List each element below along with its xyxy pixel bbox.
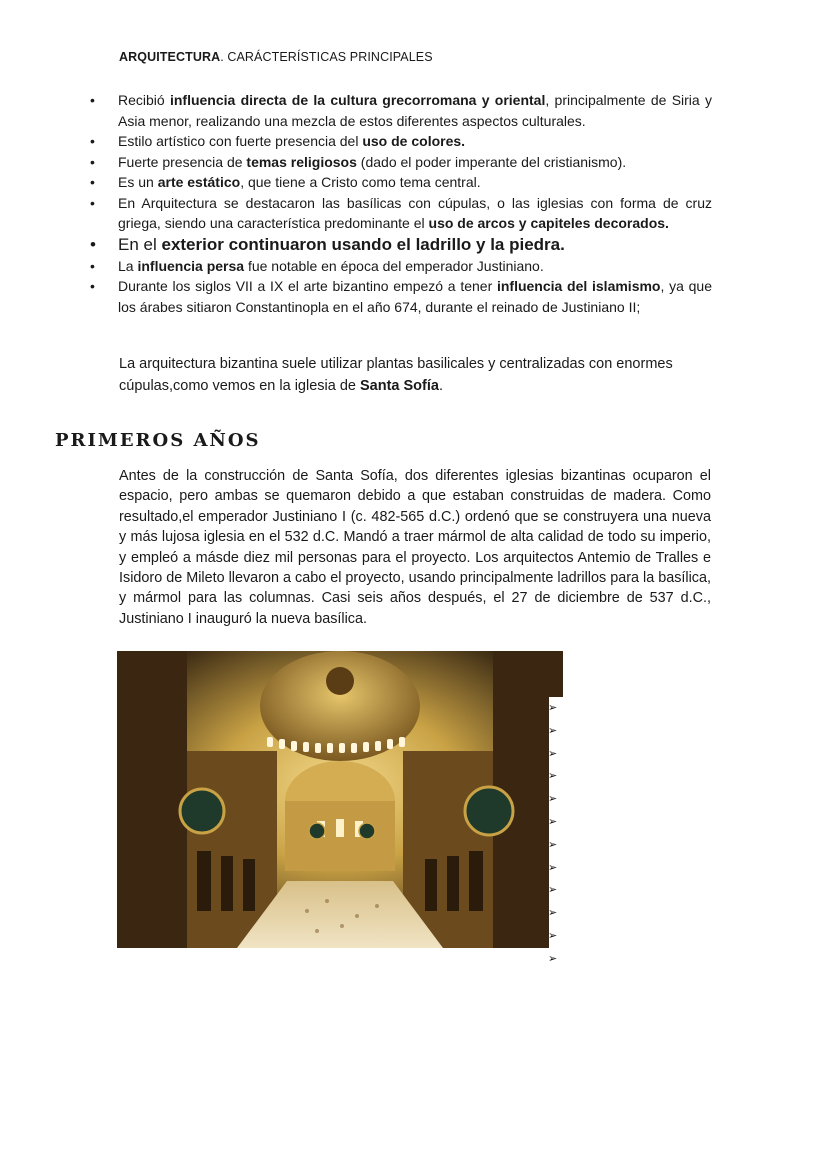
arrow-bullet-icon: ➢ — [548, 861, 558, 874]
list-item: • Fuerte presencia de temas religiosos (dado el poder imperante del cristianismo). — [90, 152, 712, 173]
arrow-bullet-list — [548, 697, 568, 971]
arrow-bullet-icon: ➢ — [548, 815, 558, 828]
list-item: • Es un arte estático, que tiene a Cristo como tema central. — [90, 172, 712, 193]
list-item: • La influencia persa fue notable en época del emperador Justiniano. — [90, 256, 712, 277]
list-item: • Recibió influencia directa de la cultura grecorromana y oriental, principalmente de Siria y Asia menor, realizando una mezcla de estos diferentes aspectos culturales. — [90, 90, 712, 131]
list-item: • En el exterior continuaron usando el ladrillo y la piedra. — [90, 234, 712, 256]
santa-sofia-bold: Santa Sofía — [360, 378, 439, 394]
heading-bold: ARQUITECTURA — [119, 50, 221, 64]
arrow-bullet-icon: ➢ — [548, 929, 558, 942]
arrow-bullet-icon: ➢ — [548, 724, 558, 737]
list-item: • Estilo artístico con fuerte presencia del uso de colores. — [90, 131, 712, 152]
page-heading — [119, 50, 433, 64]
list-item: • En Arquitectura se destacaron las basílicas con cúpulas, o las iglesias con forma de cruz griega, siendo una característica predominante el uso de arcos y capiteles decorados. — [90, 193, 712, 234]
arrow-bullet-icon: ➢ — [548, 702, 558, 714]
arrow-bullet-icon: ➢ — [548, 907, 558, 920]
arrow-bullet-icon: ➢ — [548, 793, 558, 806]
arrow-bullet-icon: ➢ — [548, 770, 558, 783]
arrow-bullet-icon: ➢ — [548, 884, 558, 897]
section-title: PRIMEROS AÑOS — [55, 430, 261, 451]
list-item: • Durante los siglos VII a IX el arte bizantino empezó a tener influencia del islamismo, ya que los árabes sitiaron Constantinopla en el año 674, durante el reinado de Justiniano II; — [90, 276, 712, 317]
features-list — [90, 90, 712, 317]
hagia-sophia-photo — [117, 651, 563, 948]
architecture-paragraph: La arquitectura bizantina suele utilizar plantas basilicales y centralizadas con enormes cúpulas,como vemos en la iglesia de Santa Sofía. — [119, 356, 673, 394]
arrow-bullet-icon: ➢ — [548, 838, 558, 851]
history-paragraph: Antes de la construcción de Santa Sofía, dos diferentes iglesias bizantinas ocuparon el espacio, pero ambas se quemaron debido a que estaban construidas de madera. Como resultado,el emperador Justiniano I (c. 482-565 d.C.) ordenó que se construyera una nueva y más lujosa iglesia en el 532 d.C. Mandó a traer mármol de alta calidad de todo su imperio, y empleó a másde diez mil personas para el proyecto. Los arquitectos Antemio de Tralles e Isidoro de Mileto llevaron a cabo el proyecto, usando principalmente ladrillos para la basílica, y mármol para las columnas. Casi seis años después, el 27 de diciembre de 537 d.C., Justiniano I inauguró la nueva basílica. — [119, 468, 711, 627]
arrow-bullet-icon: ➢ — [548, 747, 558, 760]
arrow-bullet-icon: ➢ — [548, 952, 558, 965]
heading-rest: . CARÁCTERÍSTICAS PRINCIPALES — [220, 50, 433, 64]
